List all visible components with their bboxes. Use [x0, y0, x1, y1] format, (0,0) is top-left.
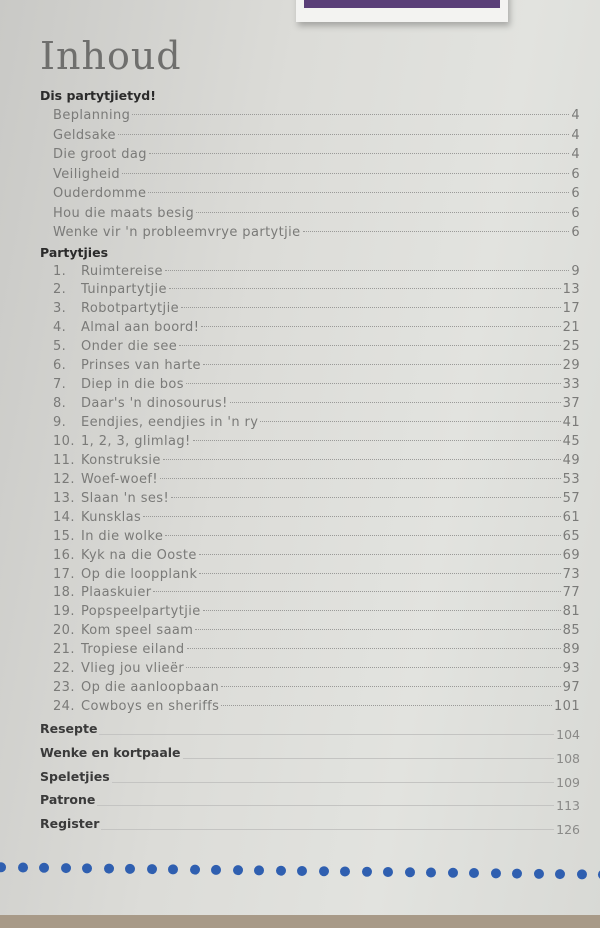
toc-entry[interactable] — [40, 319, 580, 338]
dot-leader — [165, 270, 569, 271]
toc-entry[interactable] — [40, 566, 580, 585]
entry-page: 65 — [562, 528, 580, 544]
dot — [146, 864, 156, 874]
entry-number: 19. — [53, 604, 75, 620]
leader-line — [112, 782, 554, 783]
entry-label: Resepte — [40, 721, 98, 736]
dot — [297, 866, 307, 876]
entry-page: 21 — [562, 320, 580, 336]
entry-page: 6 — [571, 186, 580, 201]
dot-leader — [199, 554, 561, 555]
toc-entry[interactable] — [40, 528, 580, 547]
toc-entry[interactable] — [40, 165, 580, 185]
entry-label: Daar's 'n dinosourus! — [81, 396, 228, 412]
dot — [490, 868, 500, 878]
entry-label: Tuinpartytjie — [81, 282, 167, 298]
entry-label: Wenke en kortpaale — [40, 744, 181, 760]
leader-line — [97, 805, 554, 806]
dot — [555, 869, 565, 879]
toc-entry[interactable] — [40, 338, 580, 357]
leader-line — [99, 734, 554, 735]
dot-leader — [186, 383, 561, 384]
entry-number: 8. — [53, 396, 67, 412]
dot-leader — [199, 573, 560, 574]
entry-number: 16. — [53, 547, 75, 563]
dot — [103, 864, 113, 874]
toc-entry[interactable] — [40, 622, 580, 641]
toc-entry[interactable] — [40, 126, 580, 146]
toc-entry[interactable] — [40, 471, 580, 490]
dot-leader — [153, 591, 560, 592]
entry-label: Plaaskuier — [81, 585, 152, 601]
dot — [17, 862, 27, 872]
toc-entry[interactable] — [40, 679, 580, 698]
entry-label: Speletjies — [40, 768, 110, 784]
entry-label: Die groot dag — [53, 147, 147, 162]
entry-label: Kyk na die Ooste — [81, 547, 197, 563]
section-heading: Partytjies — [40, 244, 109, 260]
entry-number: 14. — [53, 509, 75, 525]
page-title: Inhoud — [40, 34, 182, 78]
dot-leader — [203, 610, 561, 611]
dot-leader — [122, 173, 569, 174]
entry-label: Wenke vir 'n probleemvrye partytjie — [53, 225, 301, 240]
entry-number: 15. — [53, 528, 75, 544]
dot-leader — [260, 421, 560, 422]
dot-leader — [179, 345, 560, 346]
entry-number: 22. — [53, 661, 75, 677]
entry-label: Onder die see — [81, 339, 178, 355]
dot — [275, 866, 285, 876]
entry-label: Prinses van harte — [81, 358, 201, 374]
entry-label: Veiligheid — [53, 166, 121, 182]
dot-leader — [187, 648, 561, 649]
dot — [60, 863, 70, 873]
entry-label: Diep in die bos — [81, 377, 184, 393]
dot — [383, 867, 393, 877]
entry-page: 93 — [562, 661, 580, 677]
dot-leader — [193, 440, 561, 441]
entry-page: 17 — [562, 301, 580, 317]
dot-leader — [303, 231, 570, 232]
entry-number: 12. — [53, 471, 75, 487]
entry-label: In die wolke — [81, 528, 164, 544]
dot — [125, 864, 135, 874]
section-heading: Dis partytjietyd! — [40, 88, 156, 103]
entry-number: 5. — [53, 339, 67, 355]
entry-number: 21. — [53, 642, 75, 658]
entry-page: 33 — [562, 377, 580, 393]
dot — [232, 865, 242, 875]
entry-label: Op die loopplank — [81, 566, 198, 582]
toc-entry[interactable] — [40, 452, 580, 471]
dot-leader — [195, 629, 560, 630]
entry-page: 41 — [562, 415, 580, 430]
toc-entry[interactable] — [40, 145, 580, 165]
entry-page: 6 — [571, 205, 580, 221]
entry-page: 61 — [562, 509, 580, 525]
toc-entry[interactable] — [40, 584, 580, 603]
toc-entry[interactable] — [40, 660, 580, 679]
entry-label: Kom speel saam — [81, 623, 194, 639]
entry-number: 2. — [53, 282, 67, 298]
entry-number: 18. — [53, 585, 75, 601]
dot — [404, 867, 414, 877]
entry-number: 3. — [53, 301, 67, 317]
dot — [168, 864, 178, 874]
entry-page: 45 — [562, 433, 580, 449]
toc-entry[interactable] — [40, 204, 580, 224]
dot-leader — [186, 667, 561, 668]
dot — [340, 866, 350, 876]
toc-entry[interactable] — [40, 223, 580, 243]
toc-entry[interactable] — [40, 509, 580, 528]
toc-section-entry[interactable] — [40, 765, 580, 789]
entry-number: 6. — [53, 358, 67, 374]
entry-label: Op die aanloopbaan — [81, 680, 220, 696]
entry-label: Hou die maats besig — [53, 205, 195, 221]
entry-page: 4 — [571, 147, 580, 162]
toc-entry[interactable] — [40, 433, 580, 452]
entry-page: 29 — [562, 358, 580, 374]
entry-label: Robotpartytjie — [81, 301, 179, 317]
dot — [512, 869, 522, 879]
entry-page: 77 — [562, 585, 580, 601]
toc-entry[interactable] — [40, 300, 580, 319]
toc-section-entry[interactable] — [40, 741, 580, 765]
entry-page: 113 — [556, 798, 580, 814]
dot-leader — [203, 364, 561, 365]
entry-number: 1. — [53, 263, 67, 279]
entry-number: 24. — [53, 699, 75, 715]
toc-entry[interactable] — [40, 106, 580, 126]
entry-page: 81 — [562, 604, 580, 620]
entry-page: 109 — [556, 774, 580, 790]
entry-page: 4 — [571, 108, 580, 123]
dot-leader — [143, 516, 560, 517]
dot-leader — [118, 134, 569, 135]
entry-number: 23. — [53, 680, 75, 696]
dot-leader — [148, 192, 569, 193]
entry-page: 53 — [562, 471, 580, 487]
entry-page: 85 — [562, 623, 580, 639]
entry-number: 11. — [53, 452, 75, 468]
dot-leader — [230, 402, 561, 403]
entry-label: Woef-woef! — [81, 471, 158, 487]
toc-entry[interactable] — [40, 184, 580, 204]
dot — [426, 867, 436, 877]
dot — [39, 863, 49, 873]
leader-line — [183, 758, 555, 759]
entry-page: 104 — [556, 727, 580, 742]
table-surface — [0, 915, 600, 928]
dot — [189, 865, 199, 875]
entry-label: Kunsklas — [81, 509, 142, 525]
entry-page: 126 — [556, 822, 580, 838]
entry-page: 37 — [562, 396, 580, 412]
dot-leader — [181, 307, 561, 308]
dot — [211, 865, 221, 875]
dot-leader — [165, 535, 560, 536]
dot-leader — [171, 497, 561, 498]
entry-page: 49 — [562, 452, 580, 468]
entry-number: 4. — [53, 320, 67, 336]
dot — [318, 866, 328, 876]
dot-leader — [221, 705, 552, 706]
toc-entry[interactable] — [40, 263, 580, 282]
photo-frame — [296, 0, 508, 22]
dot — [447, 868, 457, 878]
entry-page: 69 — [562, 547, 580, 563]
entry-label: Tropiese eiland — [81, 642, 185, 658]
dot-leader — [201, 326, 560, 327]
dot — [533, 869, 543, 879]
entry-page: 57 — [562, 490, 580, 506]
entry-page: 6 — [571, 166, 580, 182]
dot — [82, 863, 92, 873]
toc-entry[interactable] — [40, 547, 580, 566]
toc-section-entry[interactable] — [40, 788, 580, 812]
entry-number: 10. — [53, 433, 75, 449]
entry-label: Cowboys en sheriffs — [81, 699, 220, 715]
toc-entry[interactable] — [40, 357, 580, 376]
entry-number: 17. — [53, 566, 75, 582]
toc-entry[interactable] — [40, 603, 580, 622]
toc-entry[interactable] — [40, 490, 580, 509]
dot — [0, 862, 6, 872]
entry-label: 1, 2, 3, glimlag! — [81, 433, 191, 449]
entry-label: Konstruksie — [81, 452, 161, 468]
entry-number: 20. — [53, 623, 75, 639]
toc-entry[interactable] — [40, 698, 580, 717]
toc-entry[interactable] — [40, 395, 580, 414]
leader-line — [101, 829, 554, 830]
dot-leader — [196, 212, 569, 213]
entry-label: Slaan 'n ses! — [81, 490, 170, 506]
entry-label: Vlieg jou vlieër — [81, 661, 185, 677]
toc-entry[interactable] — [40, 641, 580, 660]
table-of-contents — [40, 86, 580, 836]
dot — [254, 865, 264, 875]
entry-page: 6 — [571, 225, 580, 240]
entry-number: 9. — [53, 415, 67, 430]
toc-entry[interactable] — [40, 281, 580, 300]
toc-entry[interactable] — [40, 414, 580, 433]
dot-leader — [149, 153, 569, 154]
dot — [469, 868, 479, 878]
entry-label: Eendjies, eendjies in 'n ry — [81, 415, 259, 430]
entry-label: Popspeelpartytjie — [81, 604, 201, 620]
entry-page: 9 — [571, 263, 580, 279]
dot-leader — [160, 478, 561, 479]
entry-number: 7. — [53, 377, 67, 393]
dot — [576, 869, 586, 879]
dot-leader — [132, 114, 569, 115]
entry-label: Patrone — [40, 792, 96, 808]
dot-leader — [163, 459, 561, 460]
toc-section-entry[interactable] — [40, 812, 580, 836]
entry-page: 13 — [562, 282, 580, 298]
entry-page: 25 — [562, 339, 580, 355]
entry-number: 13. — [53, 490, 75, 506]
entry-page: 97 — [562, 680, 580, 696]
entry-label: Beplanning — [53, 108, 131, 123]
dot-leader — [221, 686, 560, 687]
dot — [361, 867, 371, 877]
entry-page: 73 — [562, 566, 580, 582]
entry-page: 101 — [553, 699, 580, 715]
entry-label: Ruimtereise — [81, 263, 163, 279]
decorative-dot-border — [0, 862, 600, 880]
dot-leader — [169, 288, 561, 289]
entry-page: 108 — [556, 750, 580, 766]
photo-image — [304, 0, 500, 8]
entry-page: 89 — [562, 642, 580, 658]
entry-label: Register — [40, 816, 100, 832]
toc-section-entry[interactable] — [40, 717, 580, 741]
entry-label: Almal aan boord! — [81, 320, 200, 336]
entry-page: 4 — [571, 127, 580, 143]
entry-label: Ouderdomme — [53, 186, 147, 201]
toc-entry[interactable] — [40, 376, 580, 395]
entry-label: Geldsake — [53, 127, 116, 143]
